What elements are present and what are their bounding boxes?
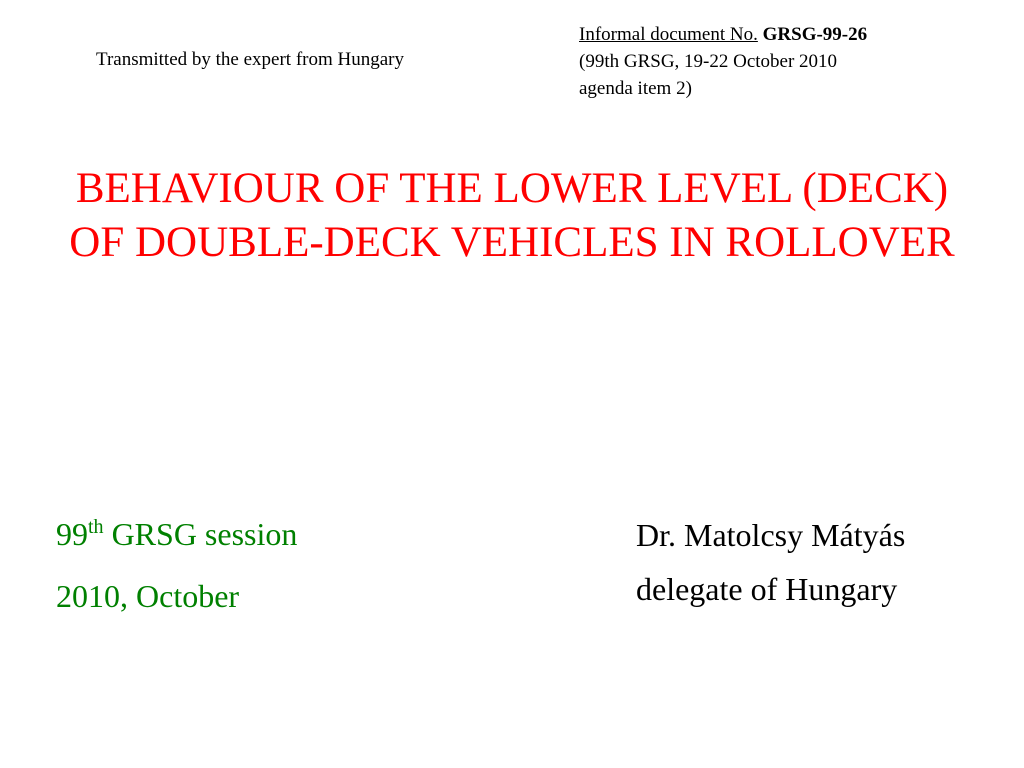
document-number: GRSG-99-26 (762, 24, 868, 45)
session-number-suffix: th (88, 516, 104, 538)
session-name: GRSG session (111, 516, 298, 552)
author-name: Dr. Matolcsy Mátyás (636, 517, 906, 553)
document-reference (579, 21, 999, 102)
slide-title (0, 162, 1024, 270)
session-line (56, 503, 297, 565)
author-block (636, 508, 905, 616)
title-line-2: OF DOUBLE-DECK VEHICLES IN ROLLOVER (69, 219, 955, 266)
session-number: 99 (56, 516, 88, 552)
title-line-1: BEHAVIOUR OF THE LOWER LEVEL (DECK) (75, 165, 949, 212)
transmitted-by-text: Transmitted by the expert from Hungary (96, 49, 404, 70)
meeting-line: (99th GRSG, 19-22 October 2010 (579, 51, 838, 72)
author-role: delegate of Hungary (636, 571, 898, 607)
document-label: Informal document No. (579, 24, 758, 45)
agenda-line: agenda item 2) (579, 78, 692, 99)
session-block (56, 503, 297, 627)
session-date: 2010, October (56, 578, 240, 614)
document-id-line (579, 21, 999, 48)
